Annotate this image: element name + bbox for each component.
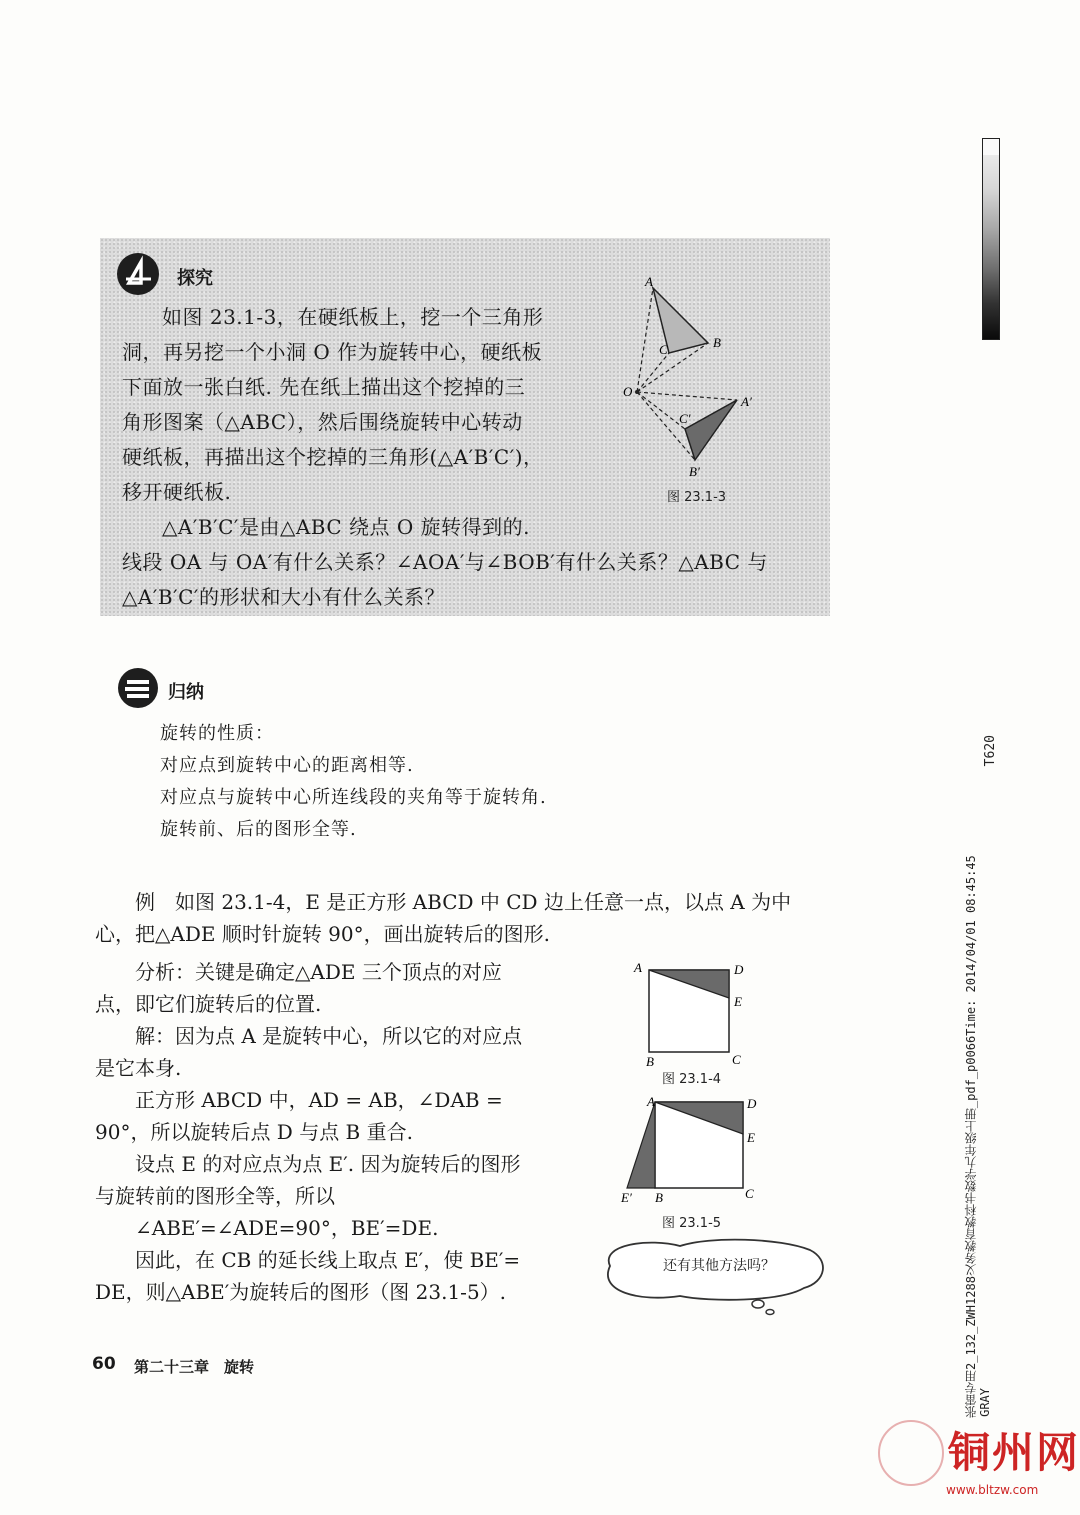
explore-text <box>122 300 592 510</box>
example-intro <box>95 886 835 950</box>
explore-line: 移开硬纸板. <box>122 480 232 504</box>
example-line: DE，则△ABE′为旋转后的图形（图 23.1-5）. <box>95 1280 507 1304</box>
summary-line: 旋转前、后的图形全等. <box>160 819 357 840</box>
example-line: 例 如图 23.1-4，E 是正方形 ABCD 中 CD 边上任意一点，以点 A 为中 <box>135 890 792 914</box>
summary-line: 对应点与旋转中心所连线段的夹角等于旋转角. <box>160 787 547 808</box>
label-c: C <box>659 342 668 357</box>
side-code: T620 <box>983 735 998 767</box>
example-line: 90°，所以旋转后点 D 与点 B 重合. <box>95 1120 413 1144</box>
figure-caption: 图 23.1-3 <box>667 490 727 505</box>
example-solution <box>95 956 575 1308</box>
example-line: 设点 E 的对应点为点 E′. 因为旋转后的图形 <box>135 1152 521 1176</box>
label-o: O <box>623 384 633 399</box>
example-line: 心，把△ADE 顺时针旋转 90°，画出旋转后的图形. <box>95 922 550 946</box>
label-e: E <box>734 994 742 1009</box>
label-a-prime: A′ <box>741 394 752 409</box>
label-a: A <box>647 1094 655 1109</box>
label-e-prime: E′ <box>621 1190 632 1205</box>
explore-line: △A′B′C′是由△ABC 绕点 O 旋转得到的. <box>162 515 530 539</box>
label-c: C <box>745 1186 754 1201</box>
explore-line: 下面放一张白纸. 先在纸上描出这个挖掉的三 <box>122 375 526 399</box>
explore-title: 探究 <box>177 268 213 289</box>
figure-23-1-4 <box>632 960 762 1070</box>
label-c: C <box>732 1052 741 1067</box>
label-c-prime: C′ <box>679 411 691 426</box>
explore-line: 如图 23.1-3，在硬纸板上，挖一个三角形 <box>162 305 544 329</box>
figure-23-1-5 <box>615 1092 765 1207</box>
example-line: 解：因为点 A 是旋转中心，所以它的对应点 <box>135 1024 523 1048</box>
label-a: A <box>645 274 653 289</box>
explore-line: 角形图案（△ABC），然后围绕旋转中心转动 <box>122 410 523 434</box>
watermark-url: www.bltzw.com <box>946 1483 1039 1497</box>
watermark-logo: 铜州网 <box>948 1428 1080 1477</box>
chapter-title: 第二十三章 旋转 <box>134 1358 255 1376</box>
explore-line: 硬纸板，再描出这个挖掉的三角形(△A′B′C′)， <box>122 445 544 469</box>
side-gray-label: GRAY <box>978 1388 992 1417</box>
grayscale-strip <box>982 138 1000 340</box>
triangle-abe-prime <box>627 1102 655 1188</box>
figure-caption: 图 23.1-4 <box>662 1072 722 1087</box>
summary-text <box>160 718 547 846</box>
explore-line: 洞，再另挖一个小洞 O 作为旋转中心，硬纸板 <box>122 340 543 364</box>
bubble-text: 还有其他方法吗？ <box>663 1258 775 1274</box>
thought-bubble <box>590 1236 830 1316</box>
label-e: E <box>747 1130 755 1145</box>
summary-line: 对应点到旋转中心的距离相等. <box>160 755 414 776</box>
explore-icon <box>117 253 159 295</box>
label-b: B <box>655 1190 663 1205</box>
figure-23-1-3 <box>615 272 785 482</box>
example-line: 分析：关键是确定△ADE 三个顶点的对应 <box>135 960 502 984</box>
page-number: 60 <box>92 1354 116 1374</box>
explore-line: △A′B′C′的形状和大小有什么关系？ <box>122 585 445 609</box>
example-line: 因此，在 CB 的延长线上取点 E′，使 BE′= <box>135 1248 521 1272</box>
label-d: D <box>747 1096 757 1111</box>
side-file-info: 张雷专用2_132_ZWH1288义务教育教科书数学九年级上册_pdf_p0066Time: 2014/04/01 08:45:45 <box>964 855 978 1418</box>
label-b: B <box>646 1054 654 1069</box>
label-a: A <box>634 960 642 975</box>
label-b: B <box>713 335 721 350</box>
label-d: D <box>734 962 744 977</box>
label-b-prime: B′ <box>689 464 700 479</box>
figure-caption: 图 23.1-5 <box>662 1216 722 1231</box>
example-line: 正方形 ABCD 中，AD = AB，∠DAB = <box>135 1088 503 1112</box>
summary-icon <box>118 668 158 708</box>
example-line: 点，即它们旋转后的位置. <box>95 992 322 1016</box>
explore-line: 线段 OA 与 OA′有什么关系？∠AOA′与∠BOB′有什么关系？△ABC 与 <box>122 550 768 574</box>
watermark-seal-icon <box>878 1420 944 1486</box>
example-line: ∠ABE′=∠ADE=90°，BE′=DE. <box>135 1216 439 1240</box>
example-line: 是它本身. <box>95 1056 182 1080</box>
example-line: 与旋转前的图形全等，所以 <box>95 1184 335 1208</box>
triangle-a2b2c2 <box>685 400 737 460</box>
summary-title: 归纳 <box>168 682 204 703</box>
explore-question <box>122 510 822 615</box>
summary-line: 旋转的性质： <box>160 723 274 744</box>
